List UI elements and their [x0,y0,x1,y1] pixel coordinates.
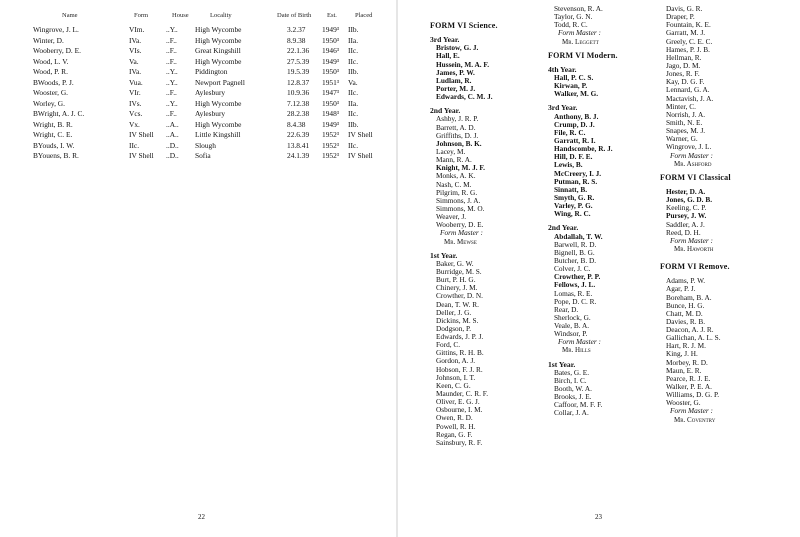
cell-placed: IIc. [348,140,359,150]
cell-name: BYouds, I. W. [33,140,75,150]
cell-placed: IV Shell [348,151,373,160]
student-name: Wingrove, J. L. [666,142,712,152]
cell-name: Wood, L. V. [33,56,69,66]
table-row [0,109,396,119]
student-name: Dean, T. W. R. [436,299,479,309]
student-name: Gordon, A. J. [436,356,476,366]
cell-form: Va. [129,56,139,66]
student-name: Nash, C. M. [436,179,472,189]
cell-house: ..D.. [166,151,179,160]
cell-placed: IIa. [348,98,359,108]
student-name: Crowther, P. P. [554,272,601,282]
form-list-column-1 [430,22,498,447]
cell-form: Vx. [129,119,140,129]
cell-form: VIs. [129,46,142,55]
student-name: Warner, G. [666,134,698,144]
student-name: King, J. H. [666,349,698,359]
student-name: Hobson, F. J. R. [436,364,483,374]
table-row [0,25,396,35]
student-name: Sherlock, G. [554,312,591,322]
student-name: Bates, G. E. [554,367,590,377]
student-name: Mactavish, J. A. [666,93,714,103]
cell-house: ..Y.. [166,25,178,34]
form-master-label: Form Master : [558,337,601,347]
student-name: Sainsbury, R. F. [436,437,483,447]
student-name: Fountain, K. E. [666,20,711,30]
student-name: Taylor, G. N. [554,12,593,22]
student-name: Lacey, M. [436,146,466,156]
student-name: Williams, D. G. P. [666,390,720,400]
cell-est: 1949³ [322,25,339,34]
student-name: Owen, R. D. [436,413,473,423]
student-name: Hall, P. C. S. [554,72,594,82]
student-name: Adams, P. W. [666,276,706,286]
cell-name: Wingrove, J. L. [33,25,79,34]
table-row [0,88,396,98]
cell-locality: Slough [195,140,216,150]
student-name: Garratt, M. J. [666,28,706,38]
student-name: Todd, R. C. [554,20,588,30]
cell-name: Wright, B. R. [33,119,73,129]
cell-house: ..A.. [166,119,179,129]
form-master-label: Form Master : [670,406,713,416]
cell-locality: High Wycombe [195,25,242,34]
cell-dob: 12.8.37 [287,77,310,87]
cell-locality: High Wycombe [195,35,242,45]
student-name: Dickins, M. S. [436,315,479,325]
cell-locality: High Wycombe [195,98,242,108]
cell-house: ..Y.. [166,98,178,108]
header-est: Est. [327,12,337,19]
student-name: Wooster, G. [666,398,701,408]
student-name: Walker, P. E. A. [666,382,712,392]
cell-house: ..A.. [166,130,179,139]
student-name: Chinery, J. M. [436,283,478,293]
student-name: Johnson, I. T. [436,372,476,382]
cell-est: 1952³ [322,130,339,139]
student-name: Reed, D. H. [666,227,701,237]
header-form: Form [134,12,149,19]
cell-name: Wright, C. E. [33,130,73,139]
student-name: Butcher, B. D. [554,255,597,265]
student-name: Edwards, J. P. J. [436,332,484,342]
cell-house: ..Y.. [166,67,178,76]
student-name: Agar, P. J. [666,284,696,294]
student-name: Stevenson, R. A. [554,4,603,13]
student-name: Hill, D. F. E. [554,152,593,162]
cell-dob: 28.2.38 [287,109,310,118]
student-name: File, R. C. [554,127,586,137]
student-name: Pilgrim, R. G. [436,187,478,197]
student-name: Barrett, A. D. [436,122,476,132]
cell-locality: High Wycombe [195,56,242,66]
student-name: Monks, A. K. [436,171,476,181]
cell-est: 1950³ [322,35,339,45]
student-name: Caffoor, M. F. F. [554,400,603,410]
student-name: Lomas, R. E. [554,288,593,298]
student-name: Johnson, B. K. [436,138,482,148]
cell-placed: IIb. [348,119,359,129]
cell-dob: 22.1.36 [287,46,310,55]
cell-est: 1952³ [322,151,339,160]
student-name: Smith, N. E. [666,117,703,127]
student-name: Lewis, B. [554,160,583,170]
student-name: Regan, G. F. [436,429,473,439]
cell-dob: 22.6.39 [287,130,310,139]
cell-name: BWoods, P. J. [33,77,74,87]
table-row [0,57,396,67]
student-name: Hart, R. J. M. [666,341,706,351]
cell-form: Vua. [129,77,143,87]
student-name: Lennard, G. A. [666,85,710,95]
student-name: Bignell, B. G. [554,247,595,257]
student-name: Walker, M. G. [554,89,599,99]
student-name: Hames, P. J. B. [666,44,710,54]
cell-name: Worley, G. [33,98,65,108]
header-name: Name [62,12,78,19]
header-house: House [172,12,189,19]
cell-house: ..F.. [166,56,177,66]
student-name: Pope, D. C. R. [554,296,597,306]
cell-form: IVs. [129,98,142,108]
cell-dob: 3.2.37 [287,25,306,34]
student-name: Hall, E. [436,51,460,61]
year-heading: 1st Year. [548,359,576,369]
student-name: Collar, J. A. [554,408,589,418]
cell-est: 1947³ [322,88,339,97]
table-row [0,99,396,109]
student-name: Ford, C. [436,340,461,350]
cell-locality: Great Kingshill [195,46,241,55]
student-name: Jago, D. M. [666,60,701,70]
student-name: Powell, R. H. [436,421,476,431]
cell-placed: IIc. [348,109,359,118]
student-name: Brooks, J. E. [554,392,592,402]
student-name: Edwards, C. M. J. [436,92,493,102]
cell-dob: 13.8.41 [287,140,310,150]
student-name: Booth, W. A. [554,384,592,394]
student-name: Pearce, R. J. E. [666,373,711,383]
header-dob: Date of Birth [277,12,312,19]
student-name: Porter, M. J. [436,83,476,93]
cell-form: IV Shell [129,130,154,139]
student-name: Windsor, P. [554,329,588,339]
student-name: Veale, B. A. [554,321,590,331]
table-row [0,120,396,130]
page-number-right: 23 [595,513,602,521]
student-name: Bristow, G. J. [436,43,479,53]
right-page [398,0,800,537]
year-heading: 2nd Year. [548,223,579,233]
student-name: Chatt, M. D. [666,308,703,318]
student-name: Weaver, J. [436,212,467,222]
cell-form: Vcs. [129,109,143,118]
student-name: Dodgson, P. [436,323,472,333]
student-name: Hester, D. A. [666,186,706,196]
table-row [0,130,396,140]
cell-placed: IV Shell [348,130,373,139]
cell-placed: Va. [348,77,358,87]
student-name: Simmons, M. O. [436,203,485,213]
form-master-name: Mr. Mewse [444,237,477,246]
form-list-column-2 [548,5,618,418]
year-heading: 3rd Year. [548,103,578,113]
form-master-name: Mr. Coventry [674,415,716,424]
student-name: Simmons, J. A. [436,195,481,205]
cell-form: IV Shell [129,151,154,160]
cell-est: 1948³ [322,109,339,118]
cell-locality: Little Kingshill [195,130,241,139]
student-name: Bunce, H. G. [666,300,705,310]
student-name: Sinnatt, B. [554,184,588,194]
cell-house: ..F.. [166,46,177,55]
cell-house: ..D.. [166,140,179,150]
cell-locality: Newport Pagnell [195,77,245,87]
table-row [0,36,396,46]
student-name: Deller, J. G. [436,307,472,317]
student-name: Rear, D. [554,304,579,314]
student-name: Hellman, R. [666,52,702,62]
cell-placed: IIc. [348,46,359,55]
cell-est: 1952³ [322,140,339,150]
student-name: Gallichan, A. L. S. [666,333,721,343]
header-locality: Locality [210,12,232,19]
student-name: Varley, P. G. [554,201,593,211]
form-heading: FORM VI Modern. [548,50,618,60]
table-row [0,46,396,56]
student-name: Handscombe, R. J. [554,144,613,154]
page-number-left: 22 [198,513,205,521]
cell-est: 1950³ [322,67,339,76]
form-master-name: Mr. Haworth [674,244,714,253]
student-name: Kay, D. G. F. [666,77,705,87]
form-master-label: Form Master : [440,228,483,238]
cell-name: BWright, A. J. C. [33,109,85,118]
cell-house: ..F.. [166,109,177,118]
student-name: Oliver, E. G. J. [436,397,480,407]
cell-locality: Aylesbury [195,88,226,97]
student-name: Minter, C. [666,101,696,111]
cell-form: IIc. [129,140,140,150]
student-name: Anthony, B. J. [554,111,599,121]
form-master-label: Form Master : [670,150,713,160]
cell-est: 1949³ [322,56,339,66]
student-name: Knight, M. J. F. [436,163,485,173]
cell-dob: 24.1.39 [287,151,310,160]
student-name: Morbey, R. D. [666,357,708,367]
student-name: Putman, R. S. [554,176,598,186]
student-name: Saddler, A. J. [666,219,705,229]
table-row [0,67,396,77]
student-name: Gittins, R. H. B. [436,348,484,358]
cell-est: 1950³ [322,98,339,108]
year-heading: 4th Year. [548,64,577,74]
cell-dob: 7.12.38 [287,98,310,108]
student-name: Fellows, J. L. [554,280,596,290]
student-name: Wing, R. C. [554,209,591,219]
cell-form: IVa. [129,35,142,45]
student-name: Baker, G. W. [436,258,474,268]
student-name: Jones, G. D. B. [666,195,713,205]
cell-name: BYouens, B. R. [33,151,79,160]
student-name: Crump, D. J. [554,119,595,129]
cell-placed: IIb. [348,25,359,34]
year-heading: 1st Year. [430,250,458,260]
student-name: Pursey, J. W. [666,211,707,221]
cell-est: 1951³ [322,77,339,87]
student-name: McCreery, I. J. [554,168,602,178]
student-name: James, P. W. [436,67,475,77]
cell-dob: 10.9.36 [287,88,310,97]
student-name: Barwell, R. D. [554,239,597,249]
cell-dob: 19.5.39 [287,67,310,76]
table-row [0,78,396,88]
year-heading: 2nd Year. [430,106,461,116]
cell-placed: IIc. [348,88,359,97]
student-name: Snapes, M. J. [666,126,706,136]
student-name: Osbourne, I. M. [436,405,483,415]
student-name: Burt, P. H. G. [436,275,476,285]
cell-house: ..Y.. [166,77,178,87]
cell-name: Wood, P. R. [33,67,68,76]
student-name: Maunder, C. R. F. [436,389,489,399]
cell-name: Wooberry, D. E. [33,46,81,55]
student-name: Ashby, J. R. P. [436,114,479,124]
form-list-column-3 [660,5,731,424]
cell-placed: IIb. [348,67,359,76]
cell-est: 1949³ [322,119,339,129]
student-name: Davis, G. R. [666,4,703,13]
student-name: Maun, E. R. [666,365,702,375]
table-row [0,141,396,151]
cell-form: VIm. [129,25,145,34]
form-heading: FORM VI Science. [430,21,498,30]
student-name: Kirwan, P. [554,81,588,91]
cell-name: Winter, D. [33,35,64,45]
table-row [0,151,396,161]
student-name: Birch, I. C. [554,375,587,385]
cell-dob: 27.5.39 [287,56,310,66]
cell-name: Wooster, G. [33,88,69,97]
cell-form: VIr. [129,88,141,97]
student-name: Abdallah, T. W. [554,231,603,241]
cell-dob: 8.9.38 [287,35,306,45]
header-placed: Placed [355,12,373,19]
cell-placed: IIc. [348,56,359,66]
cell-locality: High Wycombe [195,119,242,129]
student-name: Ludlam, R. [436,75,472,85]
form-master-label: Form Master : [558,28,601,38]
cell-form: IVa. [129,67,142,76]
student-name: Greely, C. E. C. [666,36,713,46]
student-name: Davies, R. B. [666,316,706,326]
student-name: Griffiths, D. J. [436,130,479,140]
cell-locality: Piddington [195,67,228,76]
student-name: Wooberry, D. E. [436,220,484,230]
student-name: Hussein, M. A. F. [436,59,490,69]
student-name: Crowther, D. N. [436,291,483,301]
left-page [0,0,398,537]
student-name: Draper, P. [666,12,695,22]
form-master-name: Mr. Leggett [562,37,599,46]
cell-placed: IIa. [348,35,359,45]
cell-est: 1946³ [322,46,339,55]
year-heading: 3rd Year. [430,35,460,45]
student-name: Keen, C. G. [436,380,471,390]
cell-house: ..F.. [166,35,177,45]
form-master-name: Mr. Ashford [674,159,712,168]
student-name: Burridge, M. S. [436,266,482,276]
student-name: Colver, J. C. [554,264,591,274]
form-heading: FORM VI Classical [660,172,731,182]
student-name: Keeling, C. P. [666,203,707,213]
cell-dob: 8.4.38 [287,119,306,129]
student-name: Mann, R. A. [436,155,472,165]
cell-locality: Sofia [195,151,211,160]
cell-locality: Aylesbury [195,109,226,118]
form-heading: FORM VI Remove. [660,262,730,272]
student-name: Jones, R. F. [666,69,700,79]
form-master-name: Mr. Hills [562,346,591,355]
student-name: Smyth, G. R. [554,192,595,202]
form-master-label: Form Master : [670,235,713,245]
student-name: Garratt, R. I. [554,135,596,145]
cell-house: ..F.. [166,88,177,97]
student-name: Deacon, A. J. R. [666,325,714,335]
student-name: Norrish, J. A. [666,109,706,119]
student-name: Boreham, B. A. [666,292,712,302]
